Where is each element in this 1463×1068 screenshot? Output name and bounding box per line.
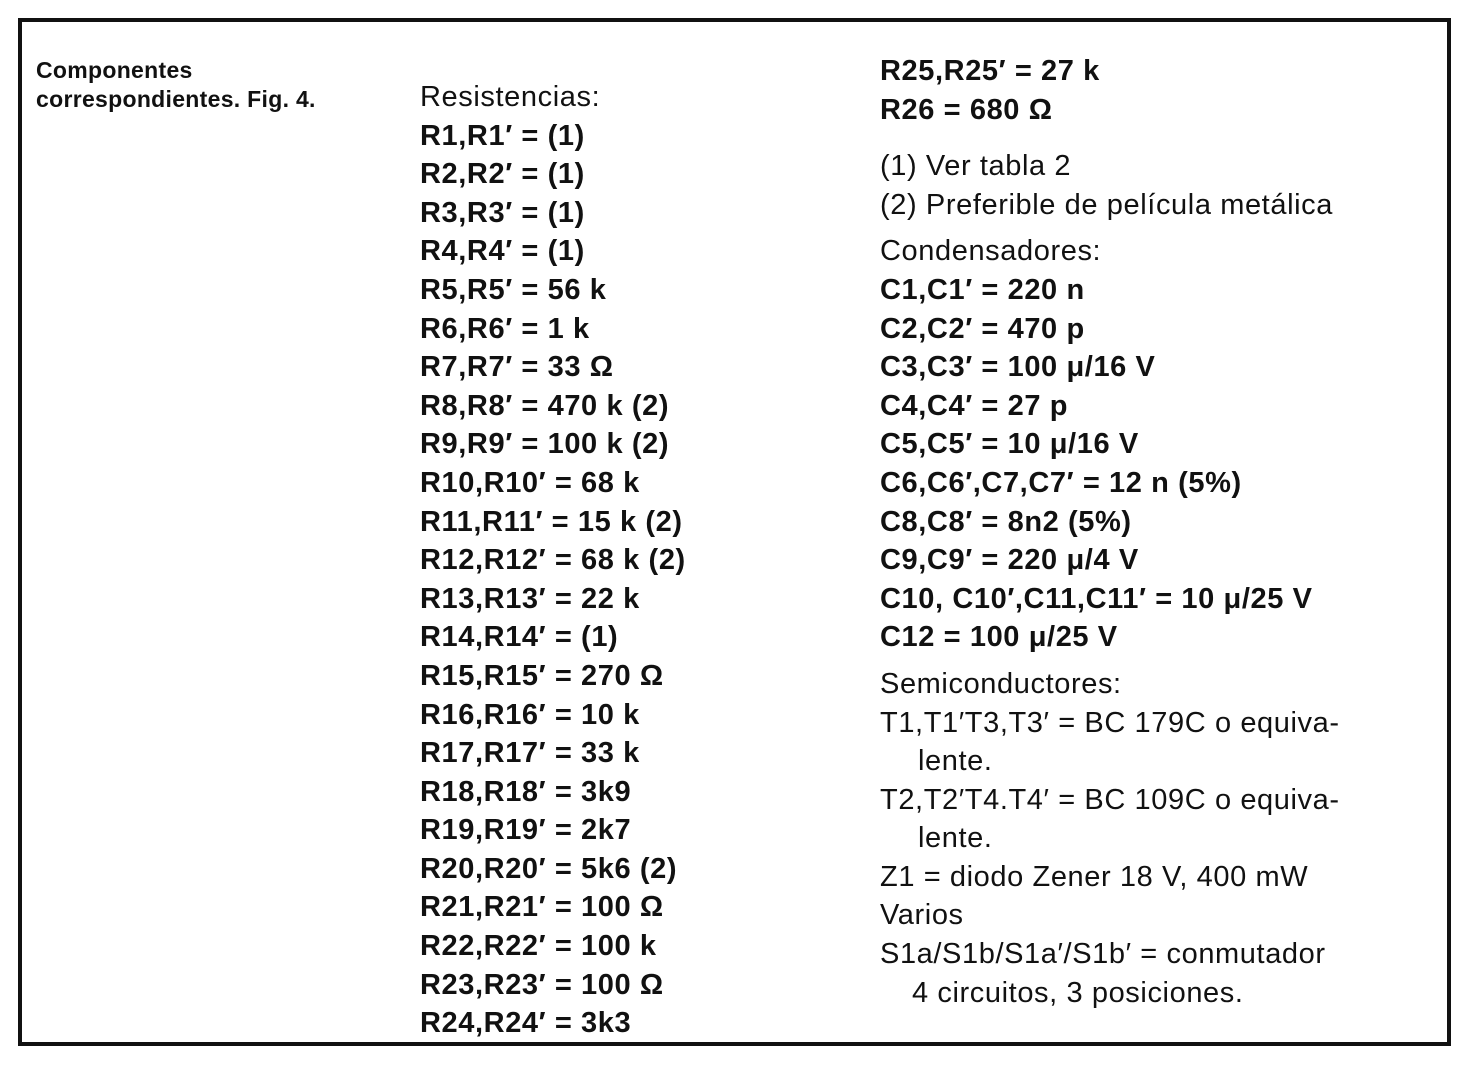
switch-cont: 4 circuitos, 3 posiciones. xyxy=(912,976,1244,1009)
resistor-item: R26 = 680 Ω xyxy=(880,93,1053,126)
resistor-item: R4,R4′ = (1) xyxy=(420,235,585,268)
capacitor-item: C2,C2′ = 470 p xyxy=(880,312,1085,345)
misc-title: Varios xyxy=(880,899,964,932)
capacitor-item: C3,C3′ = 100 μ/16 V xyxy=(880,351,1156,384)
resistor-item: R3,R3′ = (1) xyxy=(420,196,585,229)
resistor-item: R14,R14′ = (1) xyxy=(420,621,619,654)
capacitor-item: C6,C6′,C7,C7′ = 12 n (5%) xyxy=(880,466,1242,499)
resistor-item: R10,R10′ = 68 k xyxy=(420,466,640,499)
note-1: (1) Ver tabla 2 xyxy=(880,150,1072,183)
resistor-item: R15,R15′ = 270 Ω xyxy=(420,659,664,692)
capacitor-item: C12 = 100 μ/25 V xyxy=(880,621,1118,654)
resistors-title: Resistencias: xyxy=(420,81,601,113)
resistor-item: R2,R2′ = (1) xyxy=(420,158,585,191)
resistor-item: R21,R21′ = 100 Ω xyxy=(420,891,664,924)
resistor-item: R9,R9′ = 100 k (2) xyxy=(420,428,670,461)
heading-line-1: Componentes xyxy=(36,57,193,83)
resistor-item: R20,R20′ = 5k6 (2) xyxy=(420,852,678,885)
note-2: (2) Preferible de película metálica xyxy=(880,188,1333,221)
capacitor-item: C4,C4′ = 27 p xyxy=(880,389,1069,422)
capacitor-item: C9,C9′ = 220 μ/4 V xyxy=(880,544,1139,577)
transistor-t2-line: T2,T2′T4.T4′ = BC 109C o equiva- xyxy=(880,783,1340,816)
components-heading xyxy=(36,56,316,114)
resistor-item: R18,R18′ = 3k9 xyxy=(420,775,632,808)
resistor-item: R13,R13′ = 22 k xyxy=(420,582,640,615)
transistor-t2-cont: lente. xyxy=(918,822,993,855)
resistor-item: R17,R17′ = 33 k xyxy=(420,737,640,770)
resistor-item: R7,R7′ = 33 Ω xyxy=(420,351,614,384)
semiconductors-title: Semiconductores: xyxy=(880,667,1122,700)
resistors-column xyxy=(420,78,686,1043)
capacitor-item: C5,C5′ = 10 μ/16 V xyxy=(880,428,1139,461)
right-column xyxy=(880,52,1340,1012)
resistor-item: R1,R1′ = (1) xyxy=(420,119,585,152)
transistor-t1-line: T1,T1′T3,T3′ = BC 179C o equiva- xyxy=(880,706,1340,739)
transistor-t1-cont: lente. xyxy=(918,745,993,778)
resistor-item: R23,R23′ = 100 Ω xyxy=(420,968,664,1001)
capacitors-title: Condensadores: xyxy=(880,235,1102,268)
resistor-item: R6,R6′ = 1 k xyxy=(420,312,590,345)
capacitor-item: C10, C10′,C11,C11′ = 10 μ/25 V xyxy=(880,582,1313,615)
resistor-item: R19,R19′ = 2k7 xyxy=(420,814,632,847)
capacitor-item: C1,C1′ = 220 n xyxy=(880,273,1085,306)
resistor-item: R24,R24′ = 3k3 xyxy=(420,1007,632,1040)
resistor-item: R11,R11′ = 15 k (2) xyxy=(420,505,683,538)
capacitor-item: C8,C8′ = 8n2 (5%) xyxy=(880,505,1132,538)
switch-line: S1a/S1b/S1a′/S1b′ = conmutador xyxy=(880,938,1326,971)
resistor-item: R5,R5′ = 56 k xyxy=(420,273,607,306)
zener-line: Z1 = diodo Zener 18 V, 400 mW xyxy=(880,860,1309,893)
heading-line-2: correspondientes. Fig. 4. xyxy=(36,86,316,112)
resistor-item: R25,R25′ = 27 k xyxy=(880,55,1100,87)
resistor-item: R16,R16′ = 10 k xyxy=(420,698,640,731)
resistor-item: R12,R12′ = 68 k (2) xyxy=(420,544,686,577)
resistor-item: R22,R22′ = 100 k xyxy=(420,930,657,963)
resistor-item: R8,R8′ = 470 k (2) xyxy=(420,389,670,422)
